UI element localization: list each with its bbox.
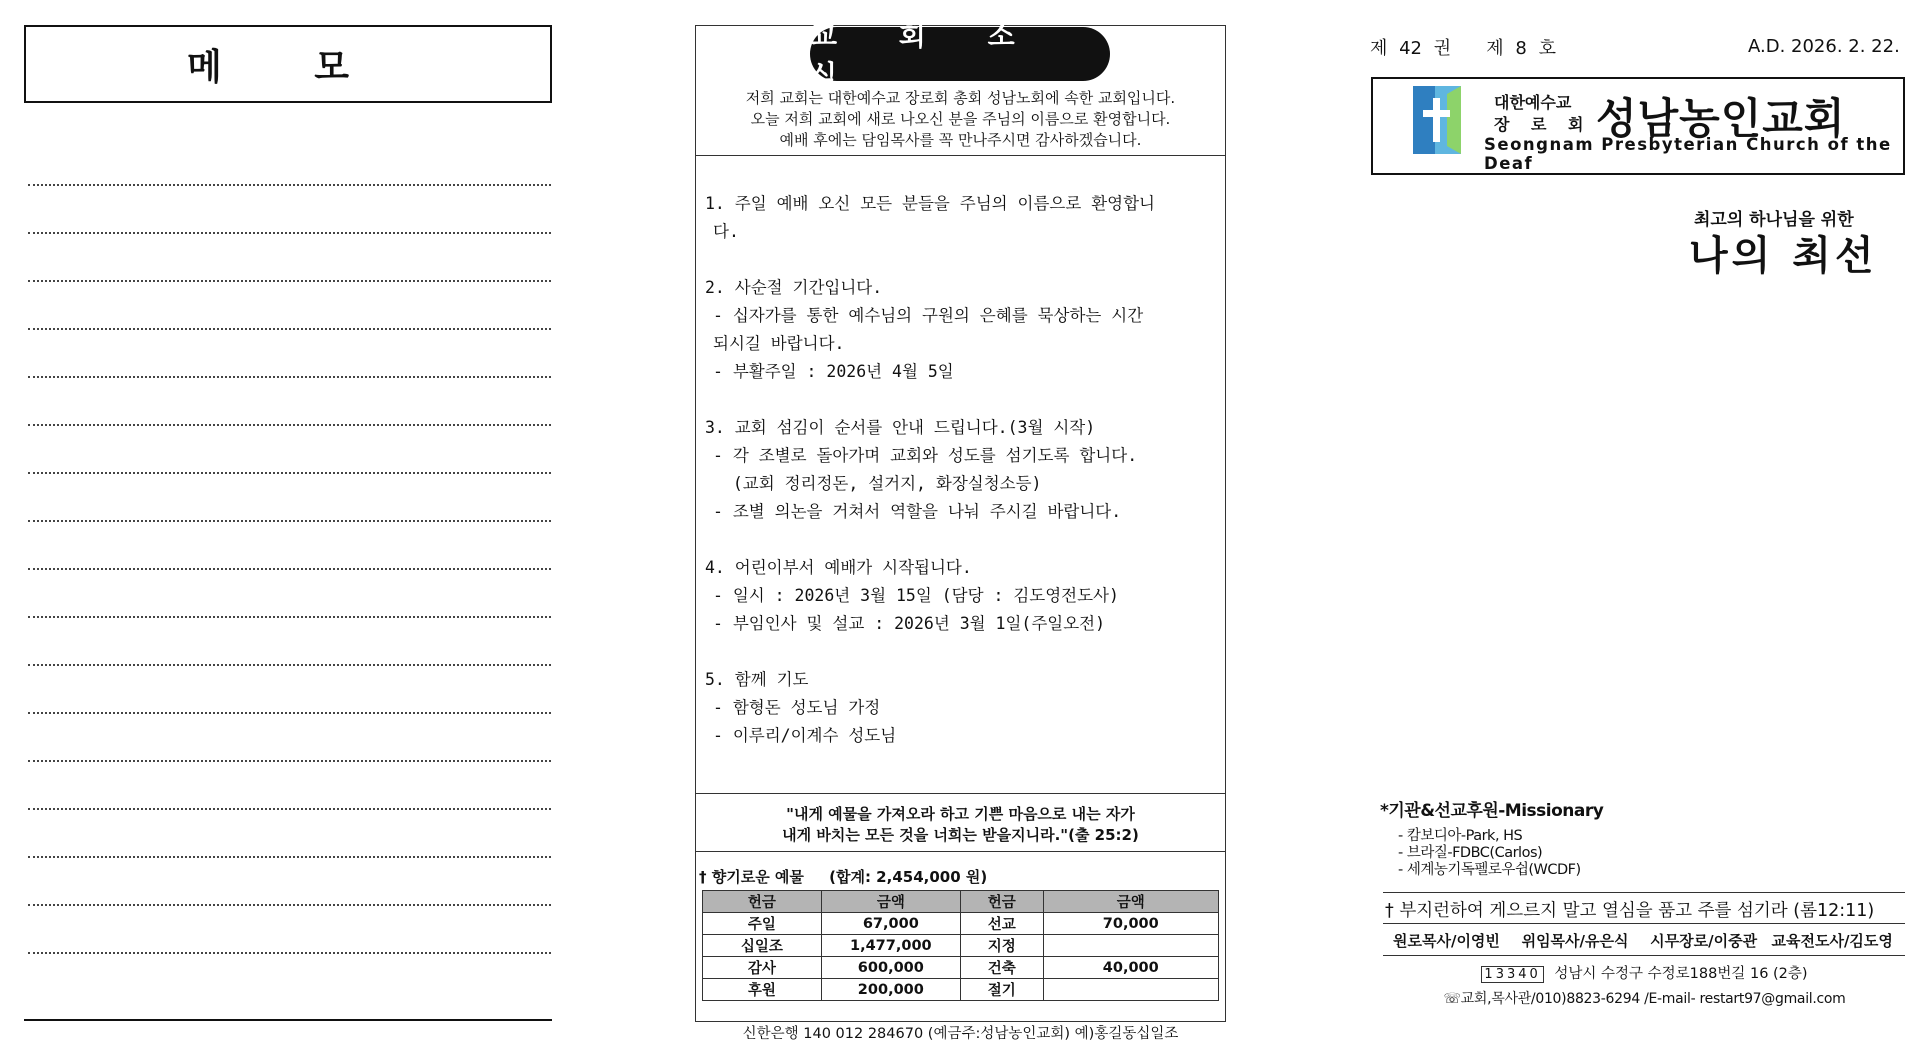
offering-total: (합계: 2,454,000 원) <box>829 868 988 886</box>
news-item-line: 되시길 바랍니다. <box>713 334 845 353</box>
divider <box>1383 892 1905 893</box>
news-item-line: - 함형돈 성도님 가정 <box>713 698 881 717</box>
table-cell <box>1043 979 1218 1001</box>
verse-line: "내게 예물을 가져오라 하고 기쁜 마음으로 내는 자가 <box>786 805 1135 823</box>
offering-label: † 향기로운 예물 <box>699 868 804 886</box>
table-cell: 절기 <box>960 979 1043 1001</box>
offering-table <box>702 890 1219 1001</box>
memo-line <box>28 664 551 666</box>
news-title: 교 회 소 식 <box>810 27 1110 81</box>
church-english-name: Seongnam Presbyterian Church of the Deaf <box>1484 135 1892 173</box>
missionary-list <box>1398 828 1581 879</box>
table-cell: 200,000 <box>821 979 960 1001</box>
staff-list: 원로목사/이영빈 위임목사/유은식 시무장로/이중관 교육전도사/김도영 <box>1393 932 1893 950</box>
slogan-big: 나의 최선 <box>1689 233 1878 279</box>
table-cell: 주일 <box>703 913 822 935</box>
intro-line: 예배 후에는 담임목사를 꼭 만나주시면 감사하겠습니다. <box>779 131 1142 149</box>
news-item <box>705 414 1225 526</box>
missionary-item: - 브라질-FDBC(Carlos) <box>1398 845 1543 861</box>
memo-line <box>28 520 551 522</box>
memo-line <box>28 712 551 714</box>
divider <box>1383 923 1905 924</box>
table-header-row <box>703 891 1219 913</box>
issue-number: 제 42 권 제 8 호 <box>1370 38 1556 59</box>
postcode: 13340 <box>1481 966 1543 983</box>
table-row <box>703 979 1219 1001</box>
news-item-line: - 십자가를 통한 예수님의 구원의 은혜를 묵상하는 시간 <box>713 306 1144 325</box>
memo-line <box>28 376 551 378</box>
news-item <box>705 274 1225 386</box>
table-row <box>703 913 1219 935</box>
memo-line <box>28 280 551 282</box>
table-cell: 70,000 <box>1043 913 1218 935</box>
table-header: 금액 <box>821 891 960 913</box>
table-cell: 40,000 <box>1043 957 1218 979</box>
news-item-line: - 부활주일 : 2026년 4월 5일 <box>713 362 954 381</box>
address <box>1386 962 1903 983</box>
news-item-line: - 조별 의논을 거쳐서 역할을 나눠 주시길 바랍니다. <box>713 502 1122 521</box>
denomination-line2: 장 로 회 <box>1494 115 1592 134</box>
cross-book-logo-icon <box>1411 84 1463 156</box>
news-item-line: (교회 정리정돈, 설거지, 화장실청소등) <box>713 474 1042 493</box>
memo-line <box>28 856 551 858</box>
offering-heading <box>699 866 987 887</box>
table-cell: 건축 <box>960 957 1043 979</box>
table-cell: 감사 <box>703 957 822 979</box>
table-header: 금액 <box>1043 891 1218 913</box>
table-header: 헌금 <box>960 891 1043 913</box>
offering-verse <box>696 804 1225 846</box>
memo-line <box>28 232 551 234</box>
street-address: 성남시 수정구 수정로188번길 16 (2층) <box>1554 966 1808 982</box>
memo-line <box>28 328 551 330</box>
news-item-head: 5. 함께 기도 <box>705 670 809 689</box>
bank-account: 신한은행 140 012 284670 (예금주:성남농인교회) 예)홍길동십일조 <box>742 1026 1179 1042</box>
news-item-head: 2. 사순절 기간입니다. <box>705 278 883 297</box>
news-item-head: 4. 어린이부서 예배가 시작됩니다. <box>705 558 972 577</box>
news-item-line: - 일시 : 2026년 3월 15일 (담당 : 김도영전도사) <box>713 586 1119 605</box>
verse-line: 내게 바치는 모든 것을 너희는 받을지니라."(출 25:2) <box>782 826 1139 844</box>
table-row <box>703 935 1219 957</box>
divider <box>696 851 1225 852</box>
table-row <box>703 957 1219 979</box>
news-list <box>705 190 1225 778</box>
table-cell: 선교 <box>960 913 1043 935</box>
news-item-head: 3. 교회 섬김이 순서를 안내 드립니다.(3월 시작) <box>705 418 1096 437</box>
memo-line <box>28 568 551 570</box>
intro-line: 저희 교회는 대한예수교 장로회 총회 성남노회에 속한 교회입니다. <box>745 89 1176 107</box>
news-item-line: - 부임인사 및 설교 : 2026년 3월 1일(주일오전) <box>713 614 1106 633</box>
divider <box>696 793 1225 794</box>
memo-line <box>28 616 551 618</box>
memo-title: 메 모 <box>24 25 552 103</box>
missionary-item: - 세계농기독펠로우쉽(WCDF) <box>1398 862 1581 878</box>
church-name: 성남농인교회 <box>1596 94 1846 143</box>
memo-line <box>28 808 551 810</box>
memo-line <box>28 184 551 186</box>
missionary-item: - 캄보디아-Park, HS <box>1398 828 1523 844</box>
intro-line: 오늘 저희 교회에 새로 나오신 분을 주님의 이름으로 환영합니다. <box>750 110 1171 128</box>
news-item-line: - 각 조별로 돌아가며 교회와 성도를 섬기도록 합니다. <box>713 446 1138 465</box>
divider <box>696 155 1225 156</box>
issue-date: A.D. 2026. 2. 22. <box>1748 36 1900 57</box>
table-cell: 600,000 <box>821 957 960 979</box>
news-item-head: 1. 주일 예배 오신 모든 분들을 주님의 이름으로 환영합니 <box>705 194 1155 213</box>
news-item <box>705 554 1225 638</box>
news-intro <box>696 88 1225 151</box>
table-cell <box>1043 935 1218 957</box>
memo-line <box>28 952 551 954</box>
memo-line <box>28 760 551 762</box>
memo-line <box>28 904 551 906</box>
missionary-title: *기관&선교후원-Missionary <box>1380 801 1604 821</box>
denomination-line1: 대한예수교 <box>1494 93 1572 112</box>
table-cell: 1,477,000 <box>821 935 960 957</box>
table-cell: 후원 <box>703 979 822 1001</box>
news-item-line: - 이루리/이계수 성도님 <box>713 726 897 745</box>
slogan-small: 최고의 하나님을 위한 <box>1694 210 1854 230</box>
divider <box>1383 955 1905 956</box>
cover-verse: † 부지런하여 게으르지 말고 열심을 품고 주를 섬기라 (롬12:11) <box>1385 901 1875 921</box>
memo-line <box>28 472 551 474</box>
table-cell: 67,000 <box>821 913 960 935</box>
news-item <box>705 190 1225 246</box>
table-cell: 십일조 <box>703 935 822 957</box>
memo-line <box>28 424 551 426</box>
table-cell: 지정 <box>960 935 1043 957</box>
table-header: 헌금 <box>703 891 822 913</box>
contact-info: ☏교회,목사관/010)8823-6294 /E-mail- restart97@gmail.com <box>1443 991 1846 1007</box>
news-item <box>705 666 1225 750</box>
news-item-line: 다. <box>713 222 739 241</box>
memo-bottom-rule <box>24 1019 552 1021</box>
